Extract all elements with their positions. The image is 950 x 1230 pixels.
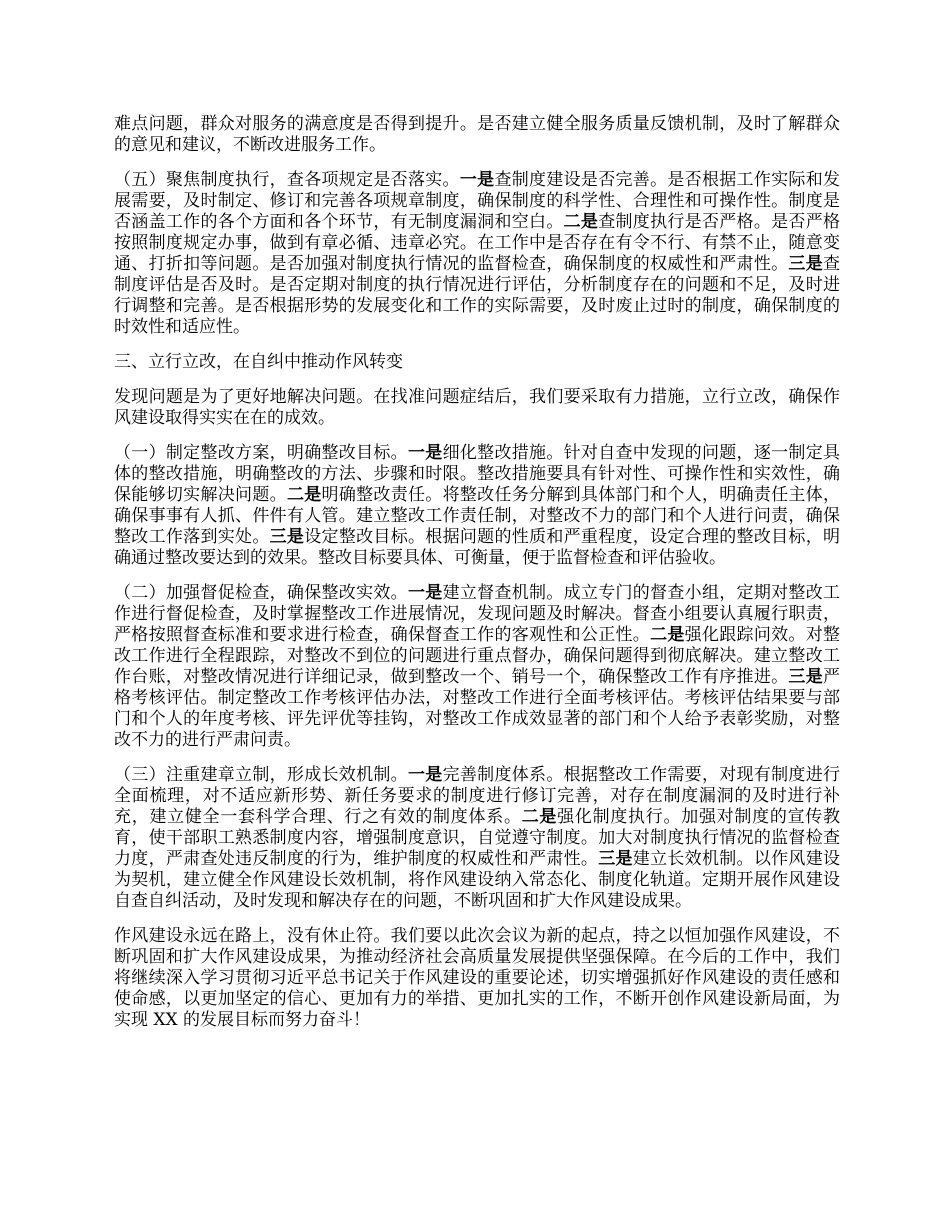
paragraph-conclusion	[114, 926, 840, 1031]
paragraph-section-3-intro	[114, 387, 840, 429]
paragraph-lead: （一）制定整改方案，明确整改目标。	[114, 443, 408, 463]
paragraph-section-3-2	[114, 583, 840, 751]
keyword-second: 二是	[521, 807, 558, 827]
paragraph-text: 设定整改目标。根据问题的性质和严重程度，设定合理的整改目标，明确通过整改要达到的效果。整改目标要具体、可衡量，便于监督检查和评估验收。	[114, 527, 841, 568]
paragraph-text: 明确整改责任。将整改任务分解到具体部门和个人，明确责任主体，确保事事有人抓、件件有人管。建立整改工作责任制，对整改不力的部门和个人进行问责，确保整改工作落到实处。	[114, 485, 841, 547]
paragraph-lead: （五）聚焦制度执行，查各项规定是否落实。	[114, 170, 460, 190]
paragraph-text: 完善制度体系。根据整改工作需要，对现有制度进行全面梳理，对不适应新形势、新任务要求的制度进行修订完善，对存在制度漏洞的及时进行补充，建立健全一套科学合理、行之有效的制度体系。	[114, 765, 841, 827]
paragraph-text: 细化整改措施。针对自查中发现的问题，逐一制定具体的整改措施，明确整改的方法、步骤和时限。整改措施要具有针对性、可操作性和实效性，确保能够切实解决问题。	[114, 443, 841, 505]
keyword-second: 二是	[286, 485, 322, 505]
paragraph-section-2-5	[114, 170, 840, 338]
paragraph-text: 查制度建设是否完善。是否根据工作实际和发展需要，及时制定、修订和完善各项规章制度，确保制度的科学性、合理性和可操作性。制度是否涵盖工作的各个方面和各个环节，有无制度漏洞和空白。	[114, 170, 841, 232]
paragraph-intro-text: 难点问题，群众对服务的满意度是否得到提升。是否建立健全服务质量反馈机制，及时了解群众的意见和建议，不断改进服务工作。	[114, 114, 840, 155]
paragraph-text: 作风建设永远在路上，没有休止符。我们要以此次会议为新的起点，持之以恒加强作风建设，不断巩固和扩大作风建设成果，为推动经济社会高质量发展提供坚强保障。在今后的工作中，我们将继续深入学习贯彻习近平总书记关于作风建设的重要论述，切实增强抓好作风建设的责任感和使命感，以更加坚定的信心、更加有力的举措、更加扎实的工作，不断开创作风建设新局面，为实现 XX 的发展目标而努力奋斗！	[114, 926, 840, 1030]
keyword-third: 三是	[788, 667, 824, 687]
section-3-heading: 三、立行立改，在自纠中推动作风转变	[114, 352, 403, 372]
keyword-third: 三是	[598, 849, 633, 869]
paragraph-text: 强化制度执行。加强对制度的宣传教育，使干部职工熟悉制度内容，增强制度意识，自觉遵守制度。加大对制度执行情况的监督检查力度，严肃查处违反制度的行为，维护制度的权威性和严肃性。	[114, 807, 841, 869]
keyword-first: 一是	[459, 170, 495, 190]
paragraph-text: 建立督查机制。成立专门的督查小组，定期对整改工作进行督促检查，及时掌握整改工作进展情况，发现问题及时解决。督查小组要认真履行职责，严格按照督查标准和要求进行检查，确保督查工作的客观性和公正性。	[114, 583, 841, 645]
paragraph-text: 查制度评估是否及时。是否定期对制度的执行情况进行评估，分析制度存在的问题和不足，及时进行调整和完善。是否根据形势的发展变化和工作的实际需要，及时废止过时的制度，确保制度的时效性和适应性。	[114, 254, 841, 337]
keyword-first: 一是	[407, 583, 443, 603]
keyword-second: 二是	[563, 212, 599, 232]
paragraph-section-3-1	[114, 443, 840, 569]
keyword-third: 三是	[788, 254, 824, 274]
paragraph-intro	[114, 114, 840, 156]
paragraph-lead: （二）加强督促检查，确保整改实效。	[114, 583, 408, 603]
paragraph-text: 查制度执行是否严格。是否严格按照制度规定办事，做到有章必循、违章必究。在工作中是否存在有令不行、有禁不止，随意变通、打折扣等问题。是否加强对制度执行情况的监督检查，确保制度的权威性和严肃性。	[114, 212, 841, 274]
keyword-second: 二是	[650, 625, 685, 645]
paragraph-text: 建立长效机制。以作风建设为契机，建立健全作风建设长效机制，将作风建设纳入常态化、制度化轨道。定期开展作风建设自查自纠活动，及时发现和解决存在的问题，不断巩固和扩大作风建设成果。	[114, 849, 841, 911]
keyword-third: 三是	[269, 527, 305, 547]
keyword-first: 一是	[407, 765, 443, 785]
keyword-first: 一是	[407, 443, 443, 463]
paragraph-text: 强化跟踪问效。对整改工作进行全程跟踪，对整改不到位的问题进行重点督办，确保问题得到彻底解决。建立整改工作台账，对整改情况进行详细记录，做到整改一个、销号一个，确保整改工作有序推进。	[114, 625, 841, 687]
paragraph-text: 严格考核评估。制定整改工作考核评估办法，对整改工作进行全面考核评估。考核评估结果要与部门和个人的年度考核、评先评优等挂钩，对整改工作成效显著的部门和个人给予表彰奖励，对整改不力的进行严肃问责。	[114, 667, 841, 750]
paragraph-section-3-3	[114, 765, 840, 912]
paragraph-text: 发现问题是为了更好地解决问题。在找准问题症结后，我们要采取有力措施，立行立改，确保作风建设取得实实在在的成效。	[114, 387, 840, 428]
paragraph-lead: （三）注重建章立制，形成长效机制。	[114, 765, 408, 785]
document-page	[114, 114, 840, 1045]
